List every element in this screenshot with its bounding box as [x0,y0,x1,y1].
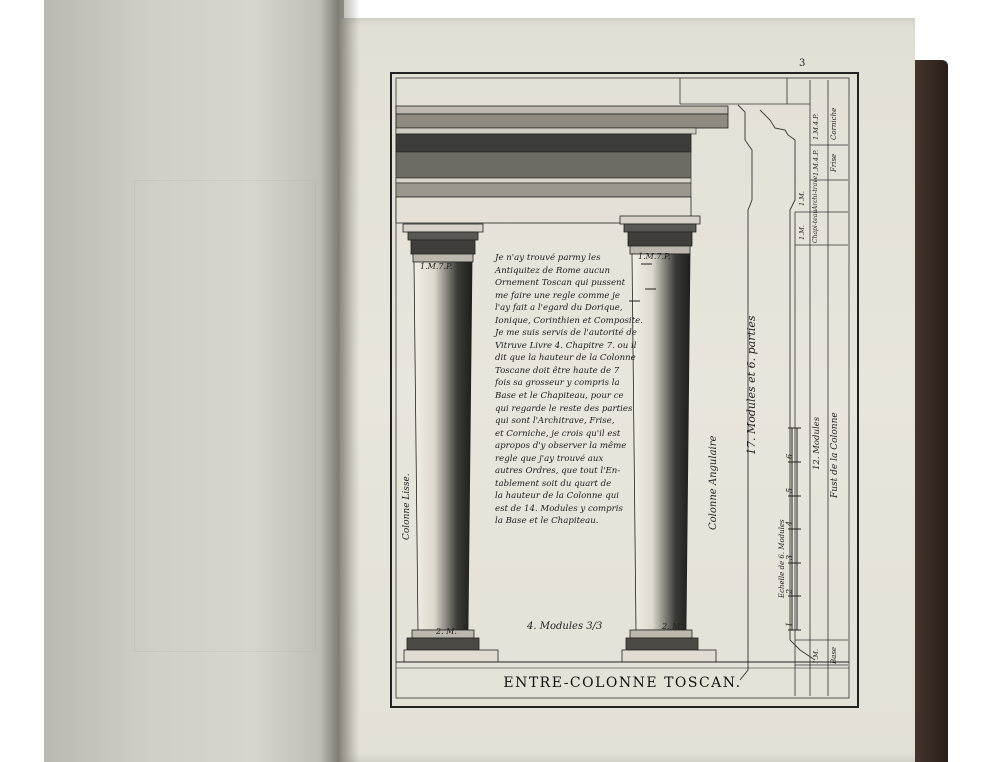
inscription-line: me faire une regle comme je [495,290,620,301]
total-height-label: 17. Modules et 6. parties [745,315,758,455]
inscription-line: Je n'ay trouvé parmy les [495,253,601,263]
inscription-line: la hauteur de la Colonne qui [495,491,619,502]
inscription-line: regle que j'ay trouvé aux [495,453,604,464]
section-name: Corniche [830,107,838,140]
section-mark: 1.M. [798,191,806,206]
section-profile [760,110,815,660]
inscription-text [495,252,685,528]
section-mark: 1.M. [798,225,806,240]
inscription-line: qui regarde le reste des parties [495,403,633,414]
right-column-label: Colonne Angulaire [708,435,719,530]
scale-label: Echelle de 6. Modules [778,519,786,598]
left-column-top-mark: 1.M.7.P. [420,262,453,271]
inscription-line: Ionique, Corinthien et Composite. [495,315,643,326]
inscription-line: autres Ordres, que tout l'En- [495,466,621,477]
left-column-drawing [403,224,498,662]
inscription-line: tablement soit du quart de [495,478,612,489]
inscription-line: l'ay fait a l'egard du Dorique, [495,303,623,314]
section-mark: 1.M. [812,649,820,664]
inscription-line: apropos d'y observer la même [495,441,627,452]
page-number: 3 [799,58,806,69]
section-name: Base [830,646,838,664]
inscription-line: qui sont l'Architrave, Frise, [495,416,615,427]
section-name: Chapi-teau [812,209,819,243]
section-name: Archi-trave [812,175,819,210]
scale-number: 2 [785,588,795,595]
inscription-line: Je me suis servis de l'autorité de [495,328,637,339]
scale-number: 1 [785,621,795,628]
inscription-line: Antiquitez de Rome aucun [495,265,610,276]
right-column-top-mark: 1.M.7.P. [638,252,671,261]
section-name: Frise [830,153,838,172]
intercolumn-label: 4. Modules 3/3 [527,621,603,632]
inscription-line: et Corniche, je crois qu'il est [495,428,621,439]
shaft-modules-label: 12. Modules [812,416,822,470]
scale-number: 3 [785,554,795,561]
left-column-bottom-mark: 2. M. [436,627,457,636]
left-column-label: Colonne Lisse. [402,473,412,540]
inscription-line: Toscane doit être haute de 7 [495,365,620,376]
section-table [795,80,848,696]
inscription-line: est de 14. Modules y compris [495,503,623,514]
plate-title: ENTRE-COLONNE TOSCAN. [503,675,742,691]
inscription-line: Ornement Toscan qui pussent [495,278,626,289]
entablature [396,106,728,223]
right-column-bottom-mark: 2. M. [662,622,683,631]
shaft-label: Fust de la Colonne [830,412,840,498]
inscription-line: Base et le Chapiteau, pour ce [495,391,624,402]
inscription-line: fois sa grosseur y compris la [495,378,620,389]
scale-number: 6 [785,453,795,460]
scale-number: 5 [785,487,795,494]
inscription-line: Vitruve Livre 4. Chapitre 7. ou il [495,340,637,351]
inscription-line: dit que la hauteur de la Colonne [495,353,636,364]
scale-number: 4 [785,520,795,527]
section-mark: 1.M.4.P. [812,149,820,176]
inscription-line: la Base et le Chapiteau. [495,516,599,527]
section-mark: 1.M.4.P. [812,113,820,140]
